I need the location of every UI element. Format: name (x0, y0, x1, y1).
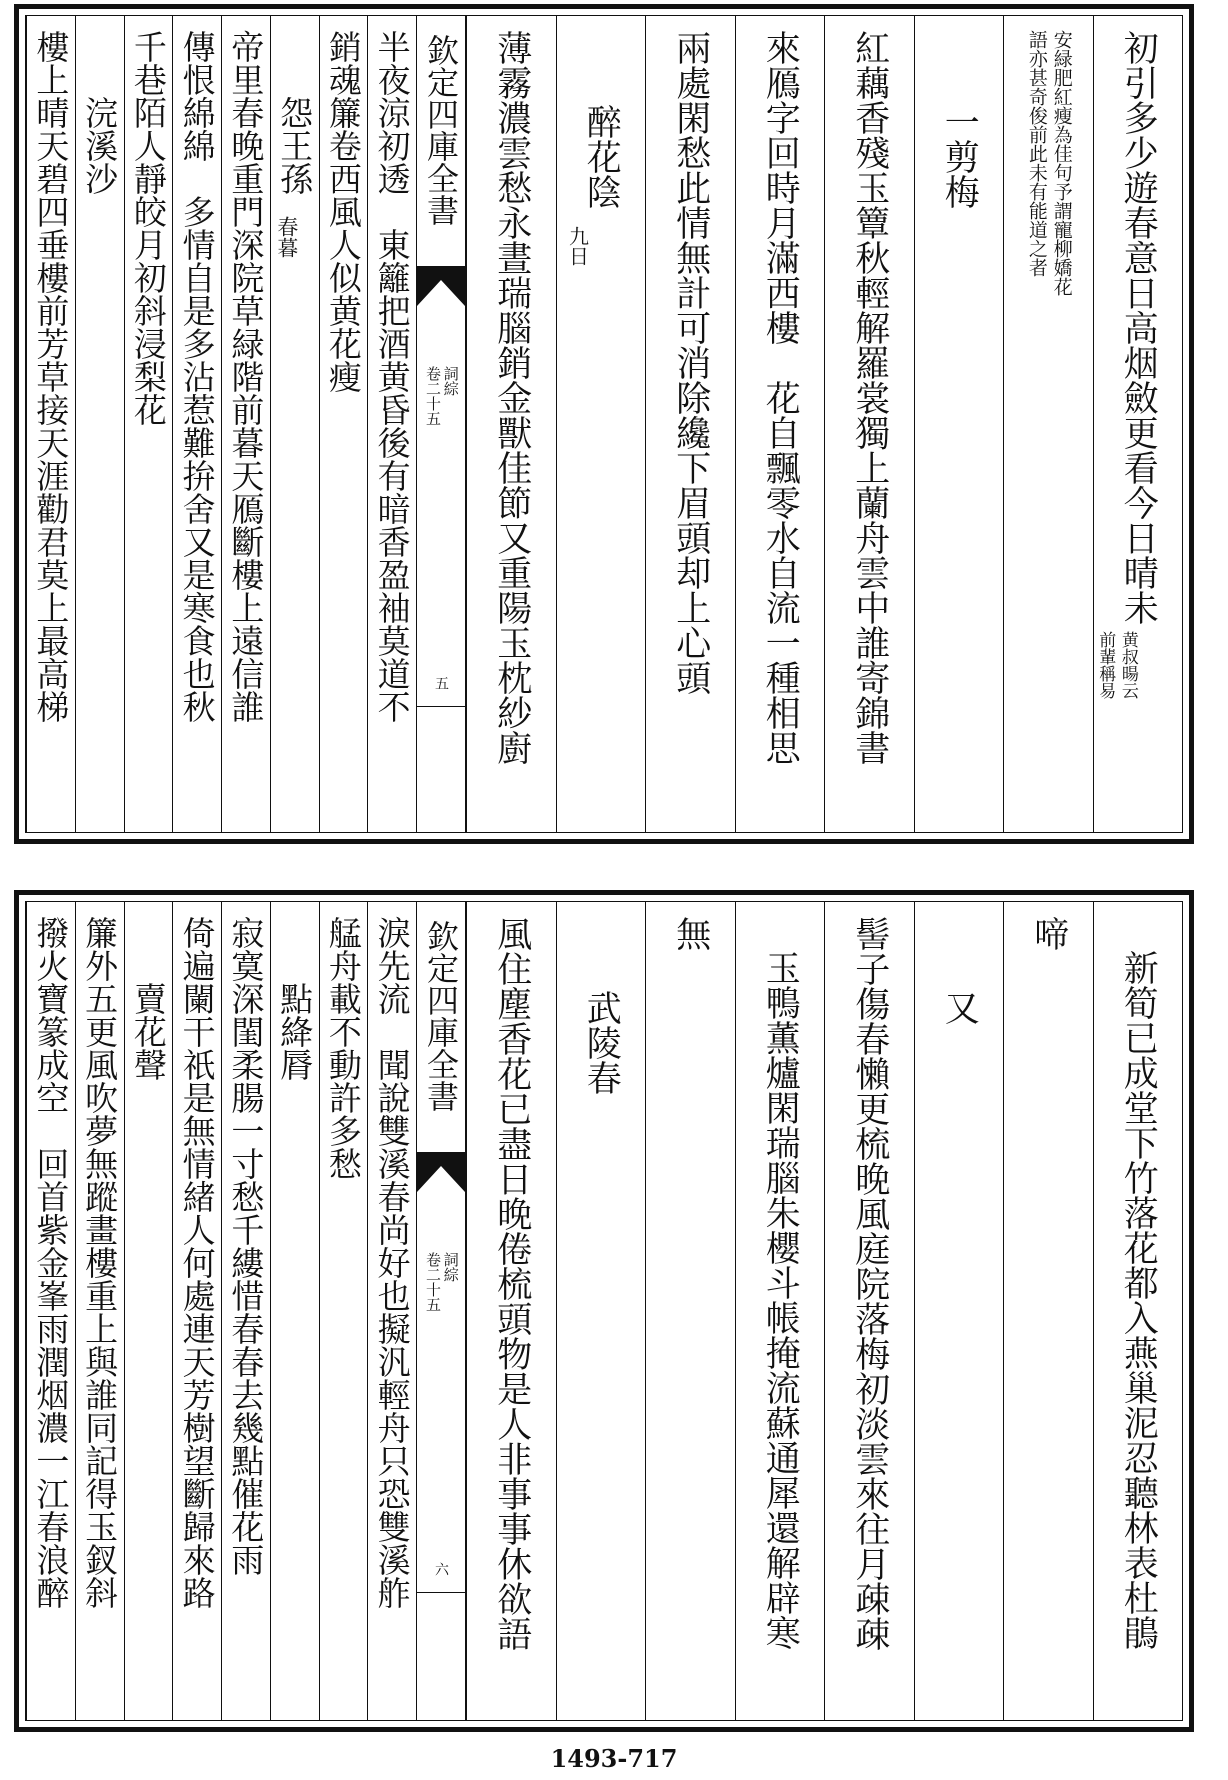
column-text: 千巷陌人靜皎月初斜浸梨花 (128, 30, 168, 426)
piece-title: 武陵春 (581, 990, 622, 1095)
column-text: 淚先流 聞說雙溪春尚好也擬汎輕舟只恐雙溪舴 (372, 916, 412, 1609)
column-text: 薄霧濃雲愁永晝瑞腦銷金獸佳節又重陽玉枕紗廚 (491, 30, 532, 765)
volume-note: 詞綜 (441, 1252, 460, 1282)
top-page-frame (25, 15, 1183, 833)
center-fold-strip (416, 902, 466, 1720)
piece-title: 怨王孫 (275, 96, 315, 195)
text-column (645, 902, 735, 1720)
column-text: 帝里春晚重門深院草緑階前暮天鴈斷樓上遠信誰 (226, 30, 266, 723)
text-column (466, 902, 556, 1720)
text-column (319, 16, 368, 832)
text-column (221, 902, 270, 1720)
text-column (824, 16, 914, 832)
text-column (556, 16, 646, 832)
text-column (1093, 16, 1183, 832)
text-column (645, 16, 735, 832)
text-column (172, 902, 221, 1720)
piece-title: 一剪梅 (939, 104, 980, 209)
book-title: 欽定四庫全書 (422, 34, 460, 226)
column-text: 倚遍闌干祇是無情緒人何處連天芳樹望斷歸來路 (177, 916, 217, 1609)
text-column (367, 16, 416, 832)
column-note: 春暮 (274, 216, 299, 258)
column-text: 傳恨綿綿 多情自是多沾惹難拚舍又是寒食也秋 (177, 30, 217, 723)
column-note (1096, 631, 1137, 699)
text-column (270, 902, 319, 1720)
text-column (466, 16, 556, 832)
center-fold-strip (416, 16, 466, 832)
column-text: 來鴈字回時月滿西樓 花自飄零水自流一種相思 (760, 30, 801, 765)
volume-note: 卷二十五 (424, 1252, 442, 1312)
text-column (26, 902, 75, 1720)
text-column (221, 16, 270, 832)
column-text: 艋舟載不動許多愁 (323, 916, 363, 1180)
volume-note: 卷二十五 (424, 366, 442, 426)
column-text: 半夜涼初透 東籬把酒黄昏後有暗香盈袖莫道不 (372, 30, 412, 723)
piece-title: 又 (939, 990, 980, 1025)
piece-title: 點絳脣 (275, 982, 315, 1081)
column-text: 玉鴨薫爐閑瑞腦朱櫻斗帳掩流蘇通犀還解辟寒 (760, 950, 801, 1650)
text-column (735, 902, 825, 1720)
column-text: 髻子傷春懶更梳晚風庭院落梅初淡雲來往月疎疎 (849, 916, 890, 1651)
piece-title: 浣溪沙 (80, 96, 120, 195)
page-number: 1493-717 (550, 1744, 678, 1773)
note-line: 前輩稱易 (1095, 631, 1116, 699)
bottom-page (14, 890, 1194, 1732)
column-text: 風住塵香花已盡日晚倦梳頭物是人非事事休欲語 (491, 916, 532, 1651)
note-line: 安緑肥紅瘦為佳句予謂寵柳嬌花 (1050, 30, 1073, 296)
text-column (1003, 902, 1093, 1720)
column-text: 寂寞深閨柔腸一寸愁千縷惜春春去幾點催花雨 (226, 916, 266, 1576)
column-text: 銷魂簾卷西風人似黄花瘦 (323, 30, 363, 393)
column-note (1026, 30, 1072, 296)
volume-notes (424, 1252, 458, 1312)
text-column (914, 16, 1004, 832)
text-column (1003, 16, 1093, 832)
column-note: 九日 (565, 226, 590, 266)
text-column (556, 902, 646, 1720)
text-column (824, 902, 914, 1720)
leaf-number: 五 (433, 676, 449, 690)
text-column (367, 902, 416, 1720)
text-column (172, 16, 221, 832)
text-column (270, 16, 319, 832)
text-column (914, 902, 1004, 1720)
text-column (1093, 902, 1183, 1720)
leaf-number: 六 (433, 1562, 449, 1576)
column-text: 簾外五更風吹夢無蹤畫樓重上與誰同記得玉釵斜 (80, 916, 120, 1609)
bottom-page-frame (25, 901, 1183, 1721)
text-column (124, 16, 173, 832)
text-column (26, 16, 75, 832)
divider (417, 1592, 465, 1593)
top-page (14, 4, 1194, 844)
column-text: 初引多少遊春意日高烟斂更看今日晴未 (1118, 30, 1159, 625)
divider (417, 706, 465, 707)
fish-tail-mark (417, 266, 465, 306)
column-text: 樓上晴天碧四垂樓前芳草接天涯勸君莫上最高梯 (31, 30, 71, 723)
text-column (75, 902, 124, 1720)
column-text: 兩處閑愁此情無計可消除纔下眉頭却上心頭 (670, 30, 711, 695)
column-text: 啼 (1028, 916, 1069, 951)
note-line: 黄叔暘云 (1117, 631, 1138, 699)
piece-title: 賣花聲 (128, 982, 168, 1081)
text-column (75, 16, 124, 832)
text-column (319, 902, 368, 1720)
volume-note: 詞綜 (441, 366, 460, 396)
fish-tail-mark (417, 1152, 465, 1192)
piece-title: 醉花陰 (581, 104, 622, 209)
column-text: 無 (670, 916, 711, 951)
text-column (735, 16, 825, 832)
column-text: 新筍已成堂下竹落花都入燕巢泥忍聽林表杜鵑 (1118, 950, 1159, 1650)
book-title: 欽定四庫全書 (422, 920, 460, 1112)
column-text: 紅藕香殘玉簟秋輕解羅裳獨上蘭舟雲中誰寄錦書 (849, 30, 890, 765)
column-text: 撥火寶篆成空 回首紫金峯雨潤烟濃一江春浪醉 (31, 916, 71, 1609)
volume-notes (424, 366, 458, 426)
note-line: 語亦甚奇俊前此未有能道之者 (1025, 30, 1048, 277)
text-column (124, 902, 173, 1720)
